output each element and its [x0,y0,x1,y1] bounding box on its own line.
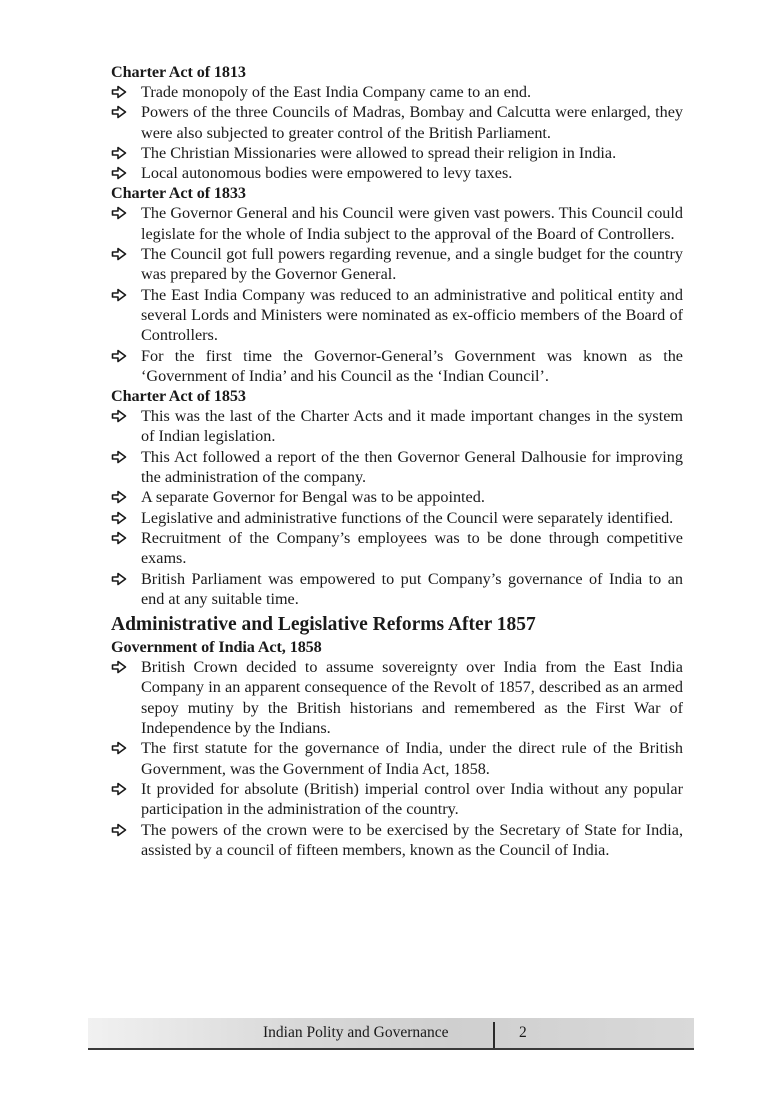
bullet-list-1813 [111,82,683,183]
list-item: Powers of the three Councils of Madras, Bombay and Calcutta were enlarged, they were also subjected to greater control of the British Parliament. [111,102,683,143]
heading-charter-act-1853: Charter Act of 1853 [111,387,246,406]
list-item: The Council got full powers regarding revenue, and a single budget for the country was prepared by the Governor General. [111,244,683,285]
page-footer [88,1018,694,1050]
arrow-right-icon [111,531,127,545]
arrow-right-icon [111,511,127,525]
list-item: The Christian Missionaries were allowed to spread their religion in India. [111,143,683,163]
page-number: 2 [519,1024,527,1041]
arrow-right-icon [111,166,127,180]
arrow-right-icon [111,288,127,302]
footer-divider [493,1022,495,1048]
arrow-right-icon [111,409,127,423]
list-item: British Crown decided to assume sovereignty over India from the East India Company in an apparent consequence of the Revolt of 1857, described as an armed sepoy mutiny by the British historians and remembered as the First War of Independence by the Indians. [111,657,683,738]
arrow-right-icon [111,105,127,119]
list-item: The powers of the crown were to be exercised by the Secretary of State for India, assisted by a council of fifteen members, known as the Council of India. [111,820,683,861]
list-item: This Act followed a report of the then Governor General Dalhousie for improving the administration of the company. [111,447,683,488]
arrow-right-icon [111,247,127,261]
list-item: It provided for absolute (British) imperial control over India without any popular participation in the administration of the country. [111,779,683,820]
arrow-right-icon [111,660,127,674]
arrow-right-icon [111,450,127,464]
arrow-right-icon [111,782,127,796]
arrow-right-icon [111,349,127,363]
bullet-list-1858 [111,657,683,860]
heading-charter-act-1813: Charter Act of 1813 [111,63,246,81]
list-item: The Governor General and his Council were given vast powers. This Council could legislate for the whole of India subject to the approval of the Board of Controllers. [111,203,683,244]
page-content [111,62,683,860]
list-item: This was the last of the Charter Acts and it made important changes in the system of Indian legislation. [111,406,683,447]
list-item: For the first time the Governor-General’s Government was known as the ‘Government of India’ and his Council as the ‘Indian Council’. [111,346,683,387]
arrow-right-icon [111,490,127,504]
heading-government-of-india-act-1858: Government of India Act, 1858 [111,638,322,657]
list-item: The first statute for the governance of India, under the direct rule of the British Government, was the Government of India Act, 1858. [111,738,683,779]
arrow-right-icon [111,146,127,160]
arrow-right-icon [111,85,127,99]
heading-reforms-after-1857: Administrative and Legislative Reforms After 1857 [111,614,536,636]
footer-book-title: Indian Polity and Governance [263,1024,449,1041]
list-item: Recruitment of the Company’s employees was to be done through competitive exams. [111,528,683,569]
list-item: British Parliament was empowered to put Company’s governance of India to an end at any suitable time. [111,569,683,610]
bullet-list-1853 [111,406,683,609]
arrow-right-icon [111,206,127,220]
arrow-right-icon [111,741,127,755]
arrow-right-icon [111,823,127,837]
list-item: Trade monopoly of the East India Company came to an end. [111,82,683,102]
bullet-list-1833 [111,203,683,386]
list-item: A separate Governor for Bengal was to be appointed. [111,487,683,507]
list-item: The East India Company was reduced to an administrative and political entity and several Lords and Ministers were nominated as ex-officio members of the Board of Controllers. [111,285,683,346]
heading-charter-act-1833: Charter Act of 1833 [111,184,246,203]
list-item: Legislative and administrative functions of the Council were separately identified. [111,508,683,528]
arrow-right-icon [111,572,127,586]
list-item: Local autonomous bodies were empowered to levy taxes. [111,163,683,183]
